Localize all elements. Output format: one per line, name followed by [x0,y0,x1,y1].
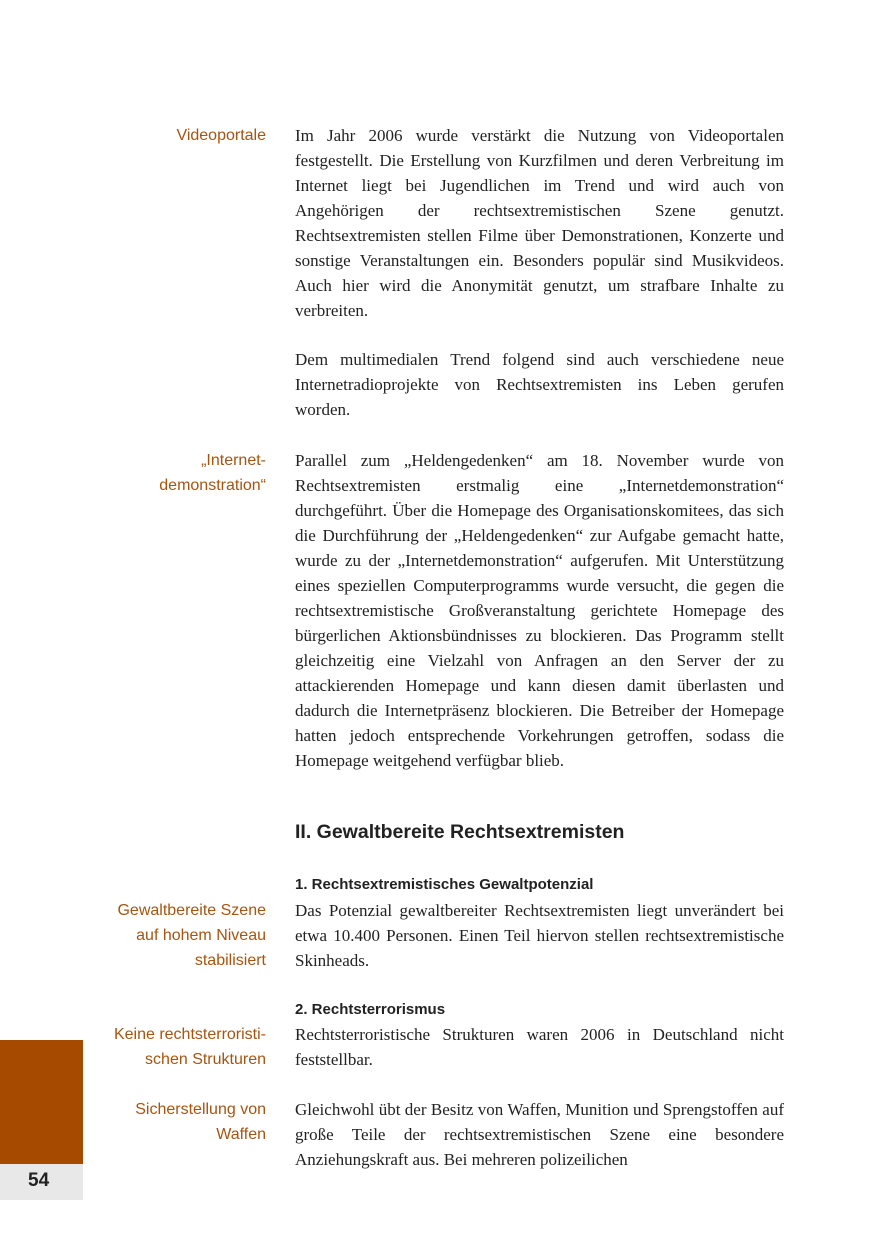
margin-note-line: schen Strukturen [145,1051,266,1068]
subsection-heading-gewaltpotenzial: 1. Rechtsextremistisches Gewaltpotenzial [295,876,594,893]
margin-note-line: demonstration“ [159,477,266,494]
margin-note-gewaltbereite-szene [60,898,266,973]
margin-note-internetdemonstration [60,448,266,498]
margin-note-sicherstellung-waffen [60,1097,266,1147]
margin-note-videoportale [60,123,266,148]
margin-note-line: „Internet- [201,452,266,469]
margin-note-line: auf hohem Niveau [136,927,266,944]
paragraph-gewaltpotenzial: Das Potenzial gewaltbereiter Rechtsextremisten liegt unverändert bei etwa 10.400 Personen. Einen Teil hiervon stellen rechtsextremistische Skinheads. [295,901,784,970]
margin-note-line: Gewaltbereite Szene [117,902,266,919]
margin-note-keine-strukturen [60,1022,266,1072]
margin-note-line: Waffen [216,1126,266,1143]
paragraph-internetradio: Dem multimedialen Trend folgend sind auch verschiedene neue Internetradioprojekte von Rechtsextremisten ins Leben gerufen worden. [295,350,784,419]
page-side-block [0,1040,83,1164]
paragraph-internetdemonstration: Parallel zum „Heldengedenken“ am 18. November wurde von Rechtsextremisten erstmalig eine „Internetdemonstration“ durchgeführt. Über die Homepage des Organisationskomitees, das sich die Durchführung der „Heldengedenken“ zur Aufgabe gemacht hatte, wurde zu der „Internetdemonstration“ aufgerufen. Mit Unterstützung eines speziellen Computerprogramms wurde versucht, die gegen die rechtsextremistische Großveranstaltung gerichtete Homepage des bürgerlichen Aktionsbündnisses zu blockieren. Das Programm stellt gleichzeitig eine Vielzahl von Anfragen an den Server der zu attackierenden Homepage und kann diesen damit überlasten und dadurch die Internetpräsenz blockieren. Die Betreiber der Homepage hatten jedoch entsprechende Vorkehrungen getroffen, sodass die Homepage weitgehend verfügbar blieb. [295,451,784,770]
margin-note-text: Videoportale [176,127,266,144]
section-heading: II. Gewaltbereite Rechtsextremisten [295,821,625,843]
margin-note-line: stabilisiert [194,952,266,969]
page-number: 54 [28,1170,50,1191]
paragraph-videoportale: Im Jahr 2006 wurde verstärkt die Nutzung von Videoportalen festgestellt. Die Erstellung von Kurzfilmen und deren Verbreitung im Internet liegt bei Jugendlichen im Trend und wird auch von Angehörigen der rechtsextremistischen Szene genutzt. Rechtsextremisten stellen Filme über Demonstrationen, Konzerte und sonstige Veranstaltungen ein. Besonders populär sind Musikvideos. Auch hier wird die Anonymität genutzt, um strafbare Inhalte zu verbreiten. [295,126,784,320]
paragraph-rechtsterrorismus: Rechtsterroristische Strukturen waren 2006 in Deutschland nicht feststellbar. [295,1025,784,1069]
margin-note-line: Sicherstellung von [135,1101,266,1118]
paragraph-waffen: Gleichwohl übt der Besitz von Waffen, Munition und Sprengstoffen auf große Teile der rechtsextremistischen Szene eine besondere Anziehungskraft aus. Bei mehreren polizeilichen [295,1100,784,1169]
subsection-heading-rechtsterrorismus: 2. Rechtsterrorismus [295,1001,446,1018]
margin-note-line: Keine rechtsterroristi- [113,1026,266,1043]
